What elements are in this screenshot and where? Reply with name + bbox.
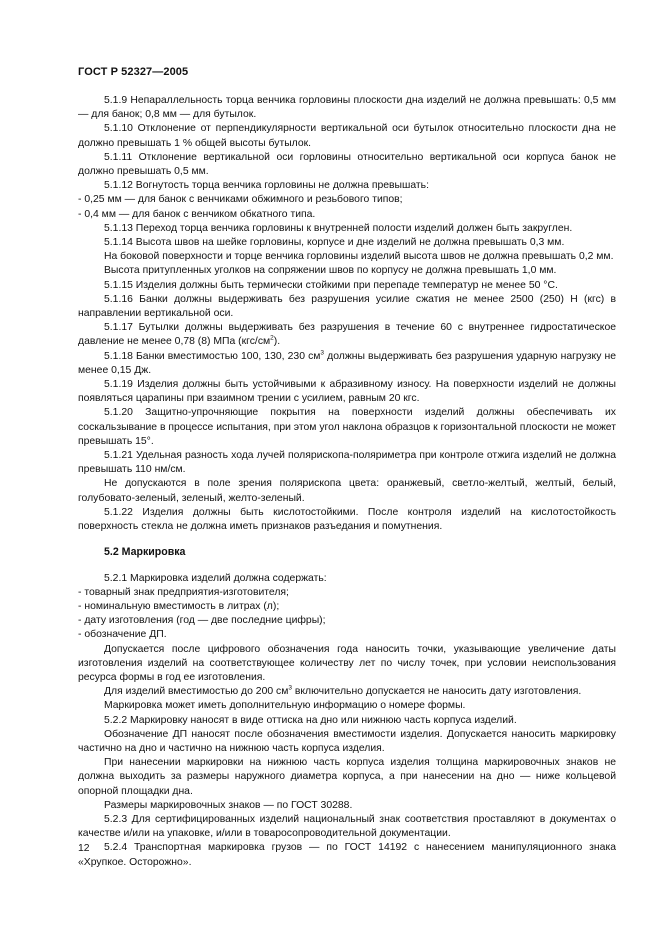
clause-5-1-15: 5.1.15 Изделия должны быть термически стойкими при перепаде температур не менее 50 °С.	[104, 279, 558, 291]
page-number: 12	[78, 843, 90, 854]
clause-5-1-21: 5.1.21 Удельная разность хода лучей полярископа-поляриметра при контроле отжига изделий не должна превышать 110 нм/см.	[78, 450, 616, 476]
clause-5-2-3: 5.2.3 Для сертифицированных изделий национальный знак соответствия проставляют в документах о качестве и/или на упаковке, и/или в товаросопроводительной документации.	[78, 813, 616, 840]
clause-5-1-11: 5.1.11 Отклонение вертикальной оси горловины относительно вертикальной оси корпуса банок не должно превышать 0,5 мм.	[78, 151, 616, 178]
clause-5-1-12: 5.1.12 Вогнутость торца венчика горловины не должна превышать:	[104, 180, 429, 192]
document-body	[78, 94, 616, 870]
list-item: - дату изготовления (год — две последние цифры);	[78, 615, 326, 627]
list-item: - 0,25 мм — для банок с венчиками обжимного и резьбового типов;	[78, 194, 403, 206]
clause-5-1-16: 5.1.16 Банки должны выдерживать без разрушения усилие сжатия не менее 2500 (250) Н (кгс) в направлении вертикальной оси.	[78, 293, 616, 320]
clause-5-1-17	[78, 321, 616, 349]
clause-5-1-10: 5.1.10 Отклонение от перпендикулярности вертикальной оси бутылок относительно плоскости дна не должно превышать 1 % общей высоты бутылок.	[78, 123, 616, 149]
paragraph: Маркировка может иметь дополнительную информацию о номере формы.	[104, 700, 466, 712]
list-item: - номинальную вместимость в литрах (л);	[78, 600, 280, 612]
clause-5-2-2: 5.2.2 Маркировку наносят в виде оттиска на дно или нижнюю часть корпуса изделий.	[104, 714, 517, 726]
clause-5-1-22: 5.1.22 Изделия должны быть кислотостойкими. После контроля изделий на кислотостойкость поверхность стекла не должна иметь признаков разъедания и помутнения.	[78, 506, 616, 533]
paragraph: На боковой поверхности и торце венчика горловины изделий высота швов не должна превышать 0,2 мм.	[104, 251, 614, 263]
text-run: Для изделий вместимостью до 200 см	[104, 686, 289, 698]
list-item: - товарный знак предприятия-изготовителя;	[78, 586, 289, 598]
superscript: 2	[270, 334, 274, 342]
clause-5-2-4: 5.2.4 Транспортная маркировка грузов — по ГОСТ 14192 с нанесением манипуляционного знака «Хрупкое. Осторожно».	[78, 842, 616, 868]
clause-5-1-20: 5.1.20 Защитно-упрочняющие покрытия на поверхности изделий должны обеспечивать их соскальзывание в процессе испытания, при этом угол наклона образцов к горизонтальной плоскости не может превышать 15°.	[78, 407, 616, 447]
document-header: ГОСТ Р 52327—2005	[78, 66, 189, 78]
text-run: включительно допускается не наносить дату изготовления.	[291, 686, 582, 698]
text-run: 5.1.18 Банки вместимостью 100, 130, 230 см	[104, 350, 321, 362]
section-title: 5.2 Маркировка	[104, 546, 186, 559]
clause-5-2-1: 5.2.1 Маркировка изделий должна содержать:	[104, 572, 327, 584]
paragraph: Допускается после цифрового обозначения года наносить точки, указывающие увеличение даты изготовления изделий на соответствующее количеству лет по числу точек, при условии неиспользования ресурса формы в год ее изготовления.	[78, 643, 616, 683]
text-run: должны выдерживать без разрушения ударную нагрузку не менее 0,15 Дж.	[78, 350, 617, 376]
paragraph: Обозначение ДП наносят после обозначения вместимости изделия. Допускается наносить маркировку частично на дно и частично на нижнюю часть корпуса изделия.	[78, 728, 616, 754]
clause-5-1-14: 5.1.14 Высота швов на шейке горловины, корпусе и дне изделий не должна превышать 0,3 мм.	[104, 237, 565, 249]
clause-5-1-19: 5.1.19 Изделия должны быть устойчивыми к абразивному износу. На поверхности изделий не должны появляться царапины при взаимном трении с усилием, равным 20 кгс.	[78, 379, 616, 405]
clause-5-1-13: 5.1.13 Переход торца венчика горловины к внутренней полости изделий должен быть закруглен.	[104, 222, 573, 234]
clause-5-1-18	[78, 350, 616, 378]
text-run: 5.1.17 Бутылки должны выдерживать без разрушения в течение 60 с внутреннее гидростатическое давление не менее 0,78 (8) МПа (кгс/см	[78, 322, 616, 348]
paragraph: Не допускаются в поле зрения полярископа цвета: оранжевый, светло-желтый, желтый, белый, голубовато-зеленый, зеленый, желто-зеленый.	[78, 478, 616, 504]
clause-5-1-9: 5.1.9 Непараллельность торца венчика горловины плоскости дна изделий не должна превышать: 0,5 мм — для банок; 0,8 мм — для бутылок.	[78, 95, 616, 121]
text-run: ).	[273, 336, 281, 348]
superscript: 3	[288, 684, 292, 692]
list-item: - 0,4 мм — для банок с венчиком обкатного типа.	[78, 208, 316, 220]
paragraph	[78, 685, 616, 699]
superscript: 3	[320, 349, 325, 357]
paragraph: Размеры маркировочных знаков — по ГОСТ 30288.	[104, 799, 353, 811]
list-item: - обозначение ДП.	[78, 629, 167, 641]
paragraph: Высота притупленных уголков на сопряжении швов по корпусу не должна превышать 1,0 мм.	[104, 265, 557, 277]
paragraph: При нанесении маркировки на нижнюю часть корпуса изделия толщина маркировочных знаков не должна выходить за размеры наружного диаметра корпуса, а при нанесении на дно — ниже кольцевой опорной площадки дна.	[78, 757, 616, 797]
